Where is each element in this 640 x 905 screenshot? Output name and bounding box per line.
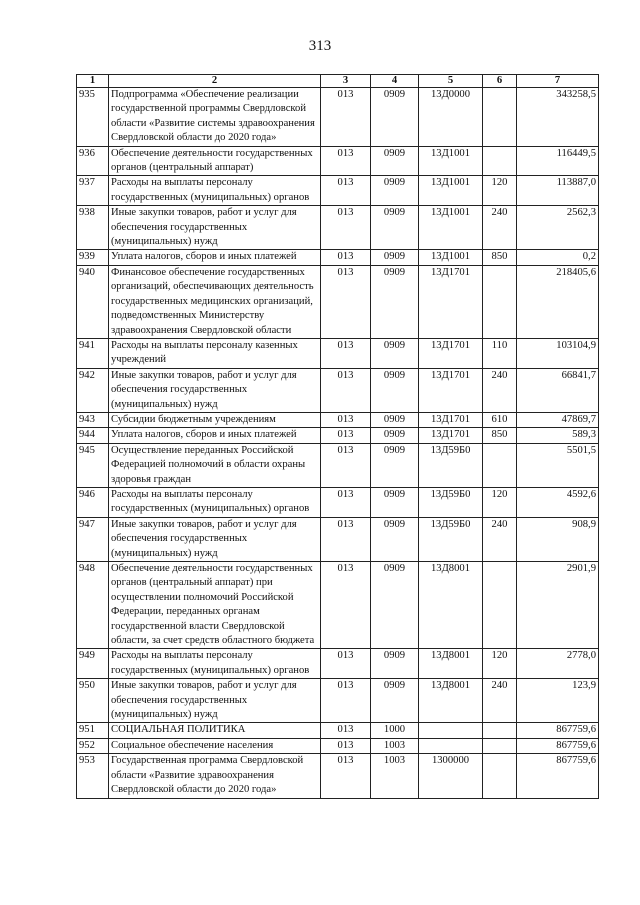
section-code: 0909 xyxy=(371,562,419,649)
amount: 123,9 xyxy=(517,679,599,723)
page-number: 313 xyxy=(308,38,332,54)
row-number: 949 xyxy=(77,649,109,679)
section-code: 0909 xyxy=(371,517,419,561)
target-article-code: 13Д8001 xyxy=(419,649,483,679)
ministry-code: 013 xyxy=(321,679,371,723)
table-row xyxy=(77,412,599,427)
amount: 47869,7 xyxy=(517,412,599,427)
ministry-code: 013 xyxy=(321,368,371,412)
amount: 0,2 xyxy=(517,250,599,265)
item-name: Государственная программа Свердловской области «Развитие здравоохранения Свердловской области до 2020 года» xyxy=(109,754,321,798)
target-article-code xyxy=(419,738,483,753)
target-article-code: 13Д1701 xyxy=(419,338,483,368)
target-article-code: 13Д1001 xyxy=(419,206,483,250)
item-name: Осуществление переданных Российской Федерацией полномочий в области охраны здоровья граждан xyxy=(109,443,321,487)
expense-type-code xyxy=(483,754,517,798)
target-article-code: 13Д59Б0 xyxy=(419,517,483,561)
item-name: Уплата налогов, сборов и иных платежей xyxy=(109,428,321,443)
table-row xyxy=(77,562,599,649)
table-row xyxy=(77,738,599,753)
item-name: Иные закупки товаров, работ и услуг для обеспечения государственных (муниципальных) нужд xyxy=(109,679,321,723)
expense-type-code: 240 xyxy=(483,679,517,723)
row-number: 943 xyxy=(77,412,109,427)
column-header: 1 xyxy=(77,75,109,88)
table-row xyxy=(77,250,599,265)
row-number: 939 xyxy=(77,250,109,265)
expense-type-code: 850 xyxy=(483,250,517,265)
ministry-code: 013 xyxy=(321,88,371,147)
ministry-code: 013 xyxy=(321,338,371,368)
section-code: 0909 xyxy=(371,412,419,427)
target-article-code: 13Д1701 xyxy=(419,428,483,443)
amount: 66841,7 xyxy=(517,368,599,412)
amount: 103104,9 xyxy=(517,338,599,368)
section-code: 0909 xyxy=(371,146,419,176)
target-article-code: 13Д1001 xyxy=(419,250,483,265)
table-row xyxy=(77,443,599,487)
amount: 589,3 xyxy=(517,428,599,443)
section-code: 0909 xyxy=(371,443,419,487)
section-code: 0909 xyxy=(371,428,419,443)
section-code: 0909 xyxy=(371,250,419,265)
table-row xyxy=(77,176,599,206)
target-article-code: 1300000 xyxy=(419,754,483,798)
amount: 343258,5 xyxy=(517,88,599,147)
ministry-code: 013 xyxy=(321,517,371,561)
row-number: 944 xyxy=(77,428,109,443)
expense-type-code: 850 xyxy=(483,428,517,443)
item-name: Расходы на выплаты персоналу государственных (муниципальных) органов xyxy=(109,487,321,517)
row-number: 937 xyxy=(77,176,109,206)
ministry-code: 013 xyxy=(321,176,371,206)
item-name: Социальное обеспечение населения xyxy=(109,738,321,753)
row-number: 947 xyxy=(77,517,109,561)
item-name: Расходы на выплаты персоналу государственных (муниципальных) органов xyxy=(109,649,321,679)
column-header: 5 xyxy=(419,75,483,88)
expense-type-code xyxy=(483,443,517,487)
table-row xyxy=(77,649,599,679)
expense-type-code xyxy=(483,88,517,147)
table-row xyxy=(77,206,599,250)
table-row xyxy=(77,517,599,561)
expense-type-code: 120 xyxy=(483,649,517,679)
expense-type-code: 110 xyxy=(483,338,517,368)
section-code: 0909 xyxy=(371,368,419,412)
amount: 113887,0 xyxy=(517,176,599,206)
expense-type-code: 120 xyxy=(483,176,517,206)
target-article-code: 13Д8001 xyxy=(419,679,483,723)
section-code: 1003 xyxy=(371,738,419,753)
column-header: 4 xyxy=(371,75,419,88)
target-article-code: 13Д8001 xyxy=(419,562,483,649)
target-article-code: 13Д1701 xyxy=(419,412,483,427)
section-code: 0909 xyxy=(371,206,419,250)
table-header-row xyxy=(77,75,599,88)
ministry-code: 013 xyxy=(321,649,371,679)
amount: 867759,6 xyxy=(517,754,599,798)
table-row xyxy=(77,487,599,517)
section-code: 1000 xyxy=(371,723,419,738)
amount: 116449,5 xyxy=(517,146,599,176)
table-row xyxy=(77,88,599,147)
item-name: Уплата налогов, сборов и иных платежей xyxy=(109,250,321,265)
ministry-code: 013 xyxy=(321,412,371,427)
table-row xyxy=(77,146,599,176)
row-number: 945 xyxy=(77,443,109,487)
row-number: 951 xyxy=(77,723,109,738)
row-number: 938 xyxy=(77,206,109,250)
ministry-code: 013 xyxy=(321,265,371,338)
item-name: Подпрограмма «Обеспечение реализации государственной программы Свердловской области «Развитие системы здравоохранения Свердловской области до 2020 года» xyxy=(109,88,321,147)
amount: 4592,6 xyxy=(517,487,599,517)
amount: 218405,6 xyxy=(517,265,599,338)
row-number: 942 xyxy=(77,368,109,412)
section-code: 0909 xyxy=(371,487,419,517)
table-row xyxy=(77,368,599,412)
ministry-code: 013 xyxy=(321,754,371,798)
ministry-code: 013 xyxy=(321,487,371,517)
ministry-code: 013 xyxy=(321,146,371,176)
expense-type-code xyxy=(483,738,517,753)
expense-type-code xyxy=(483,146,517,176)
ministry-code: 013 xyxy=(321,738,371,753)
amount: 2901,9 xyxy=(517,562,599,649)
section-code: 0909 xyxy=(371,176,419,206)
section-code: 0909 xyxy=(371,338,419,368)
table-row xyxy=(77,754,599,798)
budget-table xyxy=(76,74,599,799)
expense-type-code: 240 xyxy=(483,368,517,412)
section-code: 0909 xyxy=(371,265,419,338)
target-article-code: 13Д1001 xyxy=(419,146,483,176)
column-header: 2 xyxy=(109,75,321,88)
table-row xyxy=(77,428,599,443)
ministry-code: 013 xyxy=(321,443,371,487)
item-name: Расходы на выплаты персоналу казенных учреждений xyxy=(109,338,321,368)
expense-type-code xyxy=(483,723,517,738)
expense-type-code: 610 xyxy=(483,412,517,427)
table-row xyxy=(77,679,599,723)
ministry-code: 013 xyxy=(321,723,371,738)
item-name: Обеспечение деятельности государственных органов (центральный аппарат) при осуществлении полномочий Российской Федерации, переданных органам государственной власти Свердловской области, за счет средств областного бюджета xyxy=(109,562,321,649)
target-article-code: 13Д0000 xyxy=(419,88,483,147)
amount: 2562,3 xyxy=(517,206,599,250)
item-name: Расходы на выплаты персоналу государственных (муниципальных) органов xyxy=(109,176,321,206)
table-row xyxy=(77,338,599,368)
row-number: 946 xyxy=(77,487,109,517)
expense-type-code: 120 xyxy=(483,487,517,517)
amount: 867759,6 xyxy=(517,723,599,738)
item-name: Иные закупки товаров, работ и услуг для обеспечения государственных (муниципальных) нужд xyxy=(109,206,321,250)
item-name: Субсидии бюджетным учреждениям xyxy=(109,412,321,427)
expense-type-code: 240 xyxy=(483,206,517,250)
row-number: 941 xyxy=(77,338,109,368)
amount: 908,9 xyxy=(517,517,599,561)
amount: 5501,5 xyxy=(517,443,599,487)
ministry-code: 013 xyxy=(321,562,371,649)
expense-type-code xyxy=(483,265,517,338)
section-code: 0909 xyxy=(371,649,419,679)
row-number: 935 xyxy=(77,88,109,147)
column-header: 7 xyxy=(517,75,599,88)
target-article-code: 13Д59Б0 xyxy=(419,487,483,517)
table-row xyxy=(77,265,599,338)
target-article-code: 13Д1701 xyxy=(419,265,483,338)
row-number: 948 xyxy=(77,562,109,649)
section-code: 1003 xyxy=(371,754,419,798)
amount: 867759,6 xyxy=(517,738,599,753)
table-body xyxy=(77,88,599,799)
column-header: 3 xyxy=(321,75,371,88)
ministry-code: 013 xyxy=(321,250,371,265)
row-number: 940 xyxy=(77,265,109,338)
target-article-code xyxy=(419,723,483,738)
item-name: Обеспечение деятельности государственных органов (центральный аппарат) xyxy=(109,146,321,176)
item-name: СОЦИАЛЬНАЯ ПОЛИТИКА xyxy=(109,723,321,738)
section-code: 0909 xyxy=(371,88,419,147)
expense-type-code xyxy=(483,562,517,649)
expense-type-code: 240 xyxy=(483,517,517,561)
row-number: 950 xyxy=(77,679,109,723)
item-name: Иные закупки товаров, работ и услуг для обеспечения государственных (муниципальных) нужд xyxy=(109,517,321,561)
amount: 2778,0 xyxy=(517,649,599,679)
table-row xyxy=(77,723,599,738)
row-number: 953 xyxy=(77,754,109,798)
column-header: 6 xyxy=(483,75,517,88)
item-name: Финансовое обеспечение государственных организаций, обеспечивающих деятельность государственных медицинских организаций, подведомственных Министерству здравоохранения Свердловской области xyxy=(109,265,321,338)
row-number: 936 xyxy=(77,146,109,176)
ministry-code: 013 xyxy=(321,206,371,250)
item-name: Иные закупки товаров, работ и услуг для обеспечения государственных (муниципальных) нужд xyxy=(109,368,321,412)
target-article-code: 13Д1701 xyxy=(419,368,483,412)
target-article-code: 13Д59Б0 xyxy=(419,443,483,487)
section-code: 0909 xyxy=(371,679,419,723)
row-number: 952 xyxy=(77,738,109,753)
target-article-code: 13Д1001 xyxy=(419,176,483,206)
ministry-code: 013 xyxy=(321,428,371,443)
